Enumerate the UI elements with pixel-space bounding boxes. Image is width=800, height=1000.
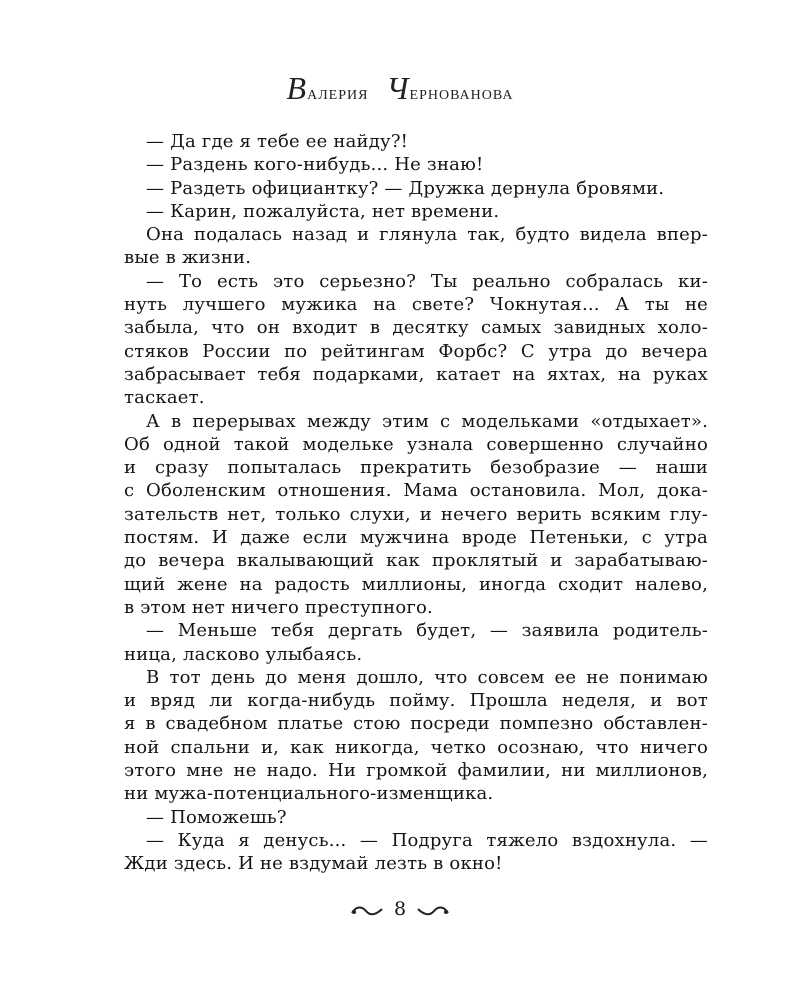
text-line: ница, ласково улыбаясь. [124,643,363,665]
text-line: — Куда я денусь... — Подруга тяжело вздохнула. — [146,829,708,851]
left-ornament-icon [350,903,384,917]
text-line: этого мне не надо. Ни громкой фамилии, ни миллионов, [124,760,708,782]
page-number: 8 [393,898,407,920]
text-line: ни мужа-потенциального-изменщика. [124,783,494,805]
text-line: стяков России по рейтингам Форбс? С утра до вечера [124,340,708,362]
text-line: щий жене на радость миллионы, иногда сходит налево, [124,573,708,595]
text-line: — Раздень кого-нибудь... Не знаю! [146,154,484,176]
author-first-name-rest: алерия [307,82,369,104]
text-line: до вечера вкалывающий как проклятый и зарабатываю- [124,550,708,572]
text-line: в этом нет ничего преступного. [124,596,433,618]
running-header [0,70,800,106]
text-line: нуть лучшего мужика на свете? Чокнутая... А ты не [124,294,708,316]
text-line: вые в жизни. [124,247,252,269]
text-line: зательств нет, только слухи, и нечего верить всяким глу- [124,503,708,525]
page-footer [0,898,800,920]
author-first-initial: В [286,70,308,106]
text-line: ной спальни и, как никогда, четко осознаю, что ничего [124,736,708,758]
text-line: постям. И даже если мужчина вроде Петеньки, с утра [124,527,708,549]
text-line: А в перерывах между этим с модельками «отдыхает». [146,410,708,432]
author-last-name-rest: ернованова [409,82,514,104]
text-line: — Раздеть официантку? — Дружка дернула бровями. [146,177,665,199]
text-line: с Оболенским отношения. Мама остановила. Мол, дока- [124,480,708,502]
text-line: забрасывает тебя подарками, катает на яхтах, на руках [124,363,708,385]
author-last-initial: Ч [386,70,410,106]
text-line: — Да где я тебе ее найду?! [146,131,409,152]
text-line: забыла, что он входит в десятку самых завидных холо- [124,317,708,339]
text-line: — Поможешь? [146,806,287,828]
text-line: — Карин, пожалуйста, нет времени. [146,200,500,222]
right-ornament-icon [416,903,450,917]
text-line: и вряд ли когда-нибудь пойму. Прошла неделя, и вот [124,690,708,712]
text-line: — Меньше тебя дергать будет, — заявила родитель- [146,620,708,642]
text-line: Она подалась назад и глянула так, будто видела впер- [146,224,708,246]
body-text [124,130,708,876]
text-line: таскает. [124,387,205,409]
text-line: Об одной такой модельке узнала совершенно случайно [124,433,708,455]
text-line: и сразу попыталась прекратить безобразие — наши [124,457,708,479]
text-line: В тот день до меня дошло, что совсем ее не понимаю [146,666,708,688]
text-line: я в свадебном платье стою посреди помпезно обставлен- [124,713,708,735]
text-line: Жди здесь. И не вздумай лезть в окно! [124,853,503,875]
text-line: — То есть это серьезно? Ты реально собралась ки- [146,270,708,292]
